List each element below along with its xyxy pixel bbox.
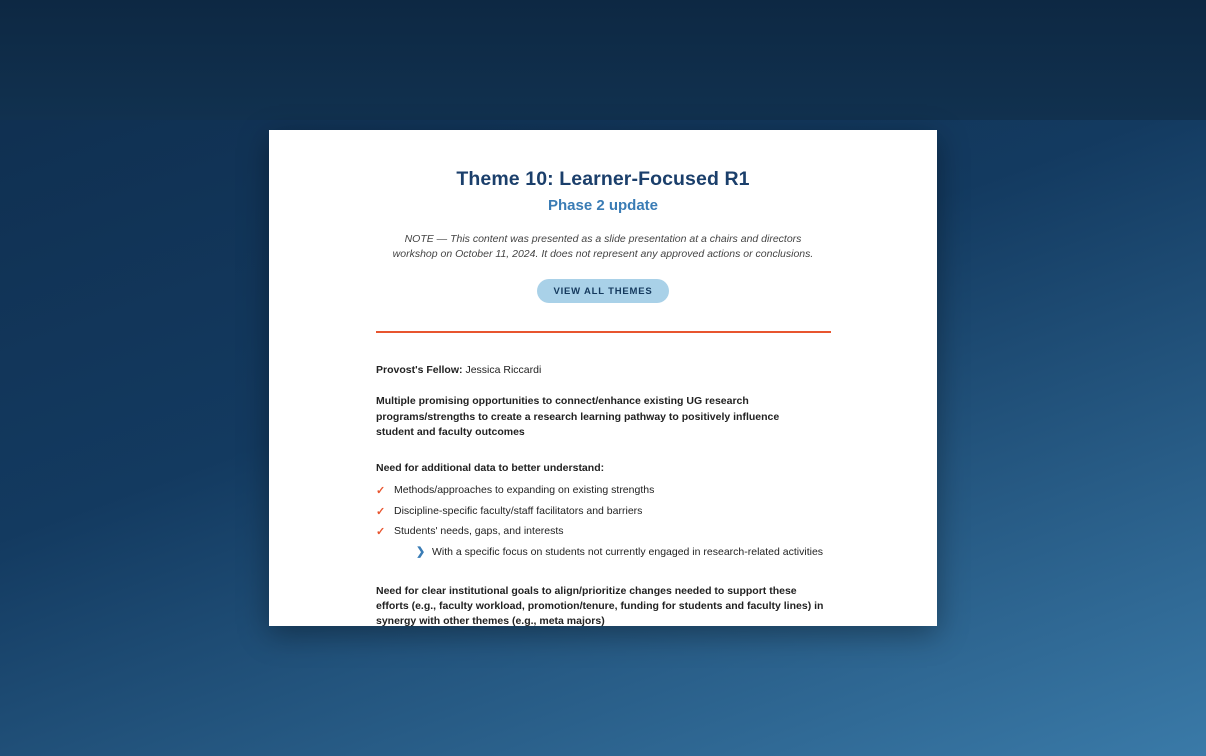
provosts-fellow-name: Jessica Riccardi	[465, 364, 542, 377]
check-icon: ✓	[376, 485, 386, 498]
list-item-label: Methods/approaches to expanding on existing strengths	[394, 484, 655, 497]
list-item	[376, 525, 830, 559]
provosts-fellow-label: Provost's Fellow:	[376, 364, 463, 377]
chevron-right-icon: ❯	[416, 546, 426, 559]
page-subtitle: Phase 2 update	[547, 197, 659, 214]
button-row	[269, 279, 937, 303]
list-item	[376, 505, 830, 519]
closing-paragraph: Need for clear institutional goals to align/prioritize changes needed to support these efforts (e.g., faculty workload, promotion/tenure, funding for students and faculty lines) in synergy with other themes (e.g., meta majors)	[376, 584, 824, 628]
check-icon: ✓	[376, 526, 386, 539]
card-inner	[269, 130, 937, 629]
page-background-top	[0, 0, 1206, 120]
check-icon: ✓	[376, 505, 386, 518]
sub-bullet-list	[394, 546, 830, 560]
list-item-label: Discipline-specific faculty/staff facilitators and barriers	[394, 504, 643, 517]
lead-paragraph: Multiple promising opportunities to connect/enhance existing UG research programs/strengths to create a research learning pathway to positively influence student and faculty outcomes	[376, 395, 780, 438]
view-all-themes-button[interactable]: VIEW ALL THEMES	[537, 279, 668, 303]
page-title: Theme 10: Learner-Focused R1	[456, 168, 750, 190]
accent-divider	[376, 331, 831, 333]
list-item	[376, 484, 830, 498]
sub-list-item	[416, 546, 830, 560]
presentation-note: NOTE — This content was presented as a slide presentation at a chairs and directors workshop on October 11, 2024. It does not represent any approved actions or conclusions.	[392, 233, 814, 261]
content-card	[269, 130, 937, 626]
card-body	[269, 364, 937, 629]
sub-list-item-label: With a specific focus on students not currently engaged in research-related activities	[432, 546, 824, 559]
list-item-label: Students' needs, gaps, and interests	[394, 525, 564, 538]
provosts-fellow-line	[376, 364, 830, 376]
bullet-list	[376, 484, 830, 560]
need-heading: Need for additional data to better understand:	[376, 462, 605, 475]
